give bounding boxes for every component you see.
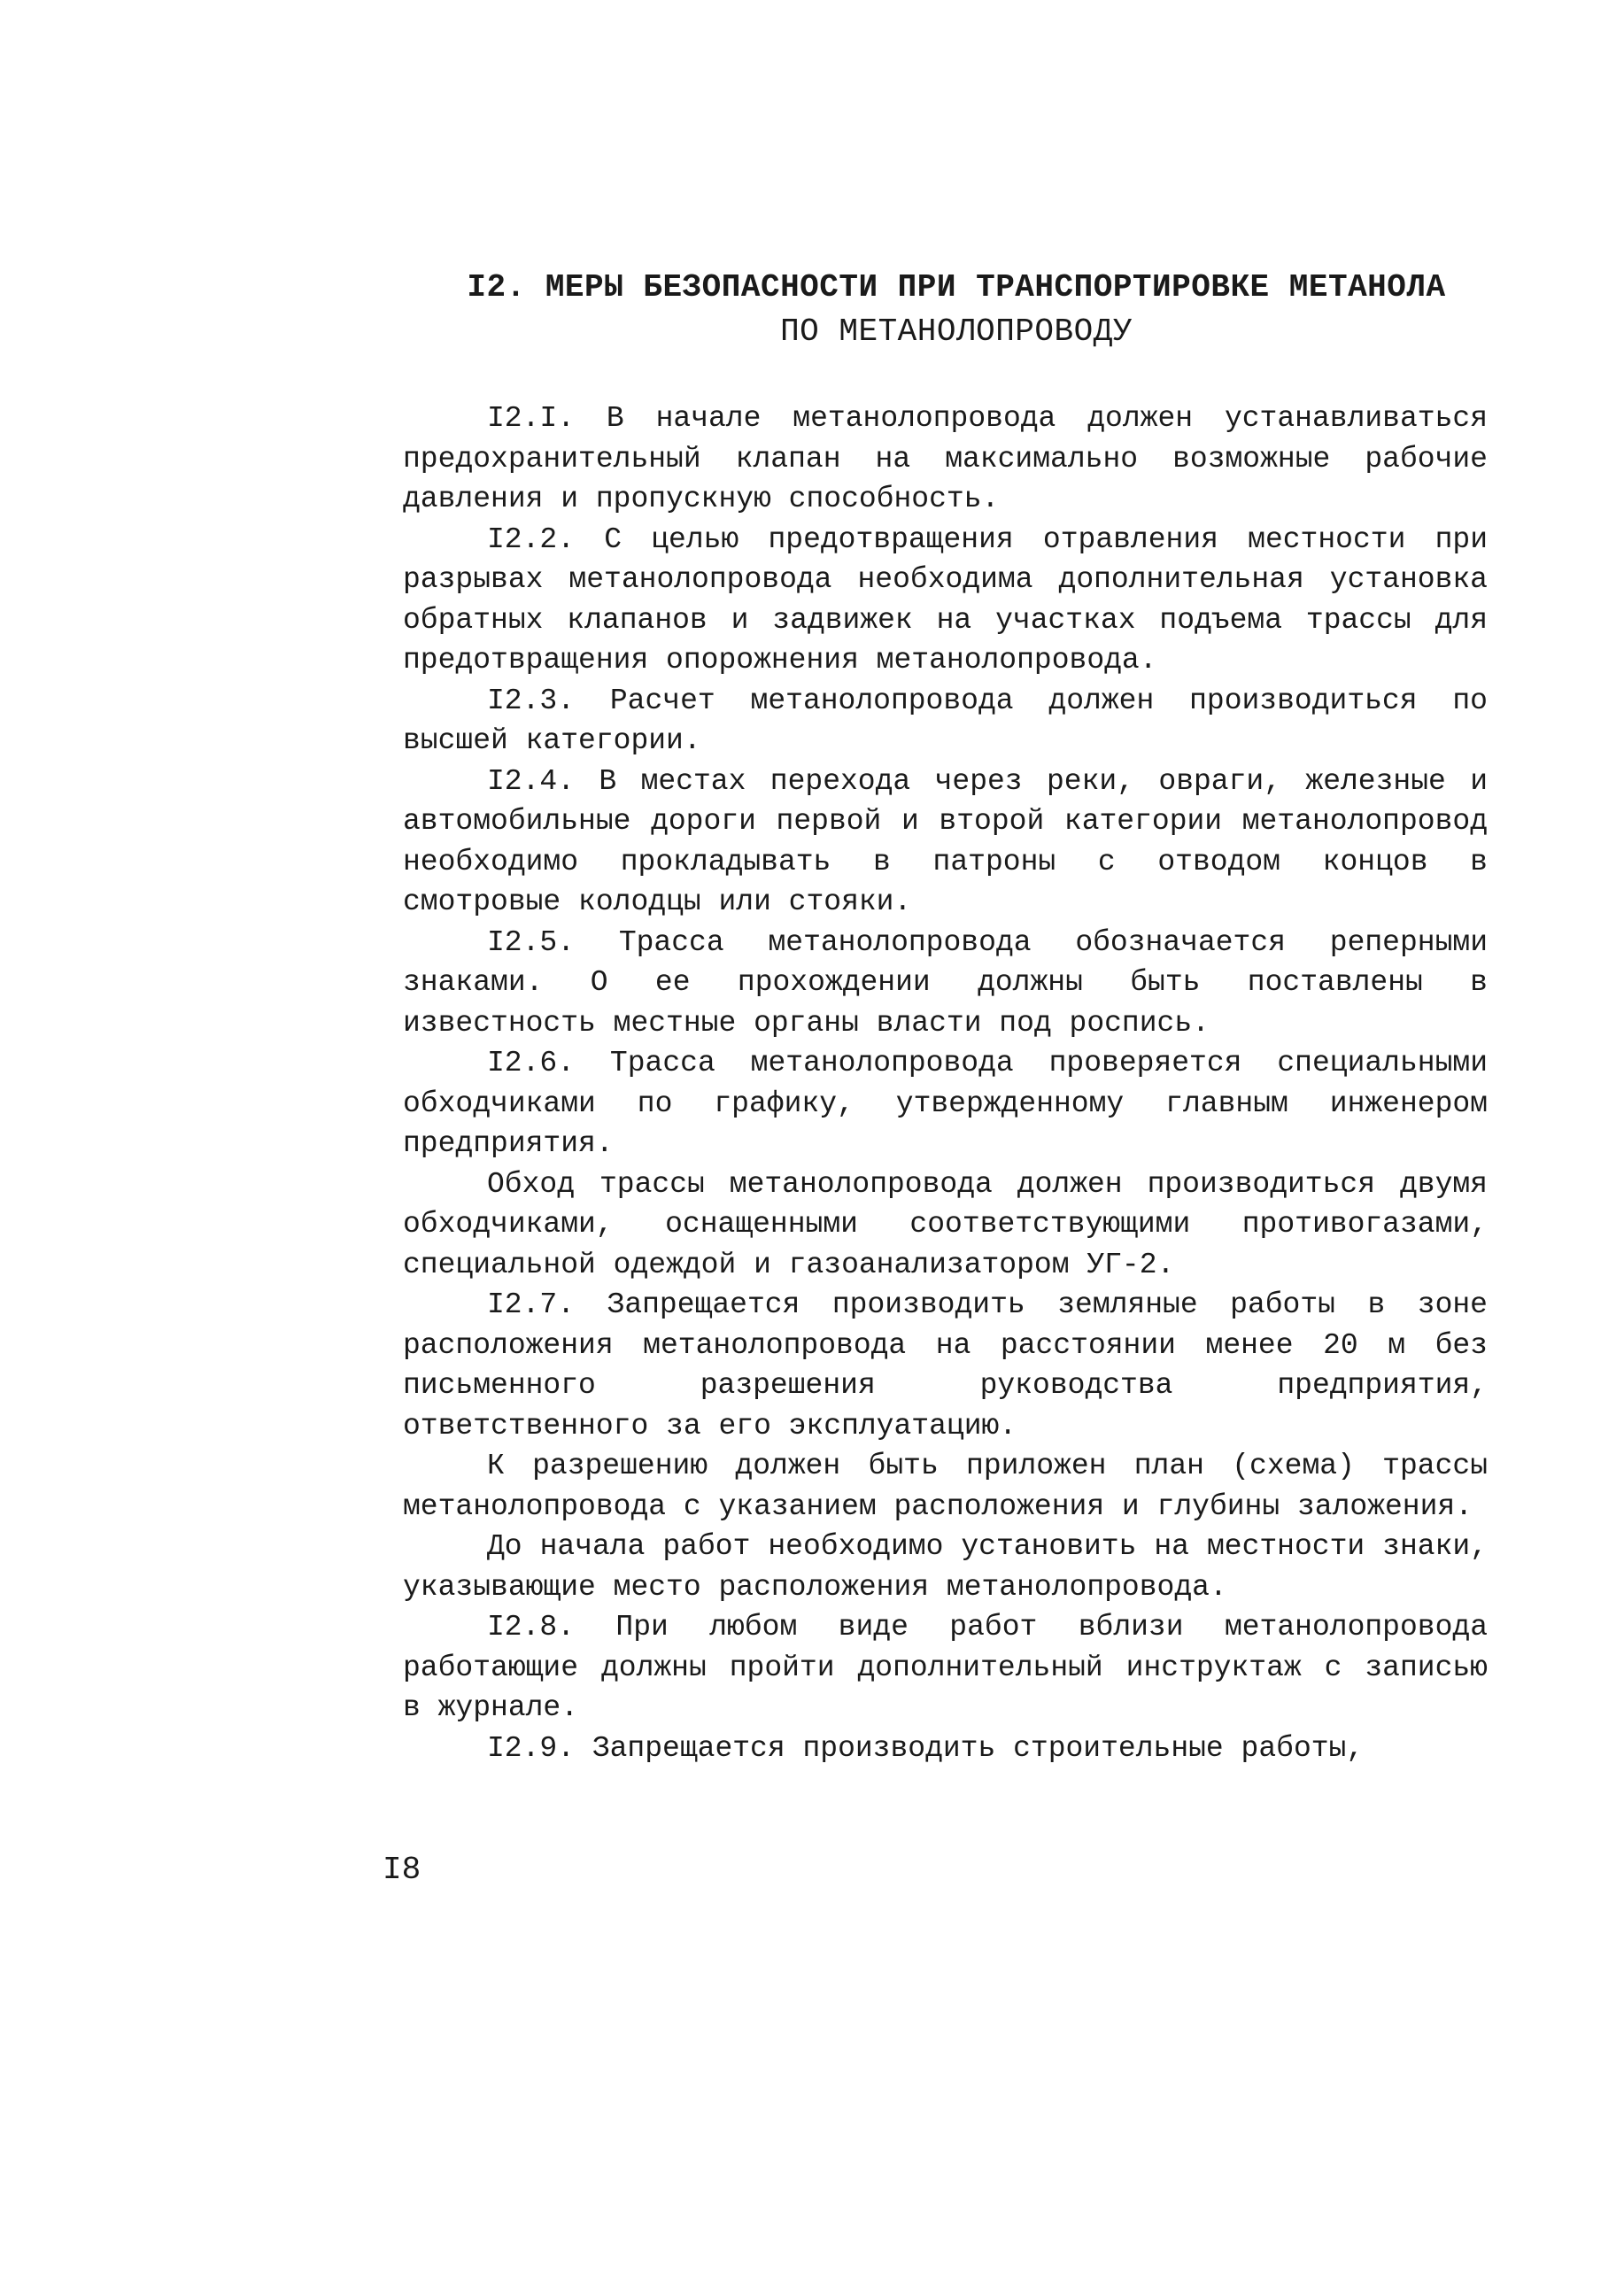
paragraph-12-6: I2.6. Трасса метанолопровода проверяется специальными обходчиками по графику, утвержденному главным инженером предприятия. xyxy=(403,1047,1488,1160)
section-heading xyxy=(403,266,1510,354)
page-number: I8 xyxy=(383,1852,421,1888)
paragraph-12-9: I2.9. Запрещается производить строительные работы, xyxy=(487,1731,1365,1765)
body-text xyxy=(403,398,1488,1768)
paragraph-12-7-plan: К разрешению должен быть приложен план (схема) трассы метанолопровода с указанием расположения и глубины заложения. xyxy=(403,1450,1488,1523)
paragraph-12-7-signs: До начала работ необходимо установить на местности знаки, указывающие место расположения метанолопровода. xyxy=(403,1530,1488,1604)
paragraph-12-1: I2.I. В начале метанолопровода должен устанавливаться предохранительный клапан на максимально возможные рабочие давления и пропускную способность. xyxy=(403,402,1488,515)
paragraph-12-7: I2.7. Запрещается производить земляные работы в зоне расположения метанолопровода на расстоянии менее 20 м без письменного разрешения руководства предприятия, ответственного за его эксплуатацию. xyxy=(403,1288,1488,1443)
paragraph-12-5: I2.5. Трасса метанолопровода обозначается реперными знаками. О ее прохождении должны быть поставлены в известность местные органы власти под роспись. xyxy=(403,925,1488,1040)
paragraph-12-6-patrol: Обход трассы метанолопровода должен производиться двумя обходчиками, оснащенными соответствующими противогазами, специальной одеждой и газоанализатором УГ-2. xyxy=(403,1167,1488,1281)
section-title: I2. МЕРЫ БЕЗОПАСНОСТИ ПРИ ТРАНСПОРТИРОВКЕ МЕТАНОЛА xyxy=(467,269,1446,306)
section-subtitle: ПО МЕТАНОЛОПРОВОДУ xyxy=(780,313,1133,350)
paragraph-12-3: I2.3. Расчет метанолопровода должен производиться по высшей категории. xyxy=(403,684,1488,757)
paragraph-12-2: I2.2. С целью предотвращения отравления местности при разрывах метанолопровода необходима дополнительная установка обратных клапанов и задвижек на участках подъема трассы для предотвращения опорожнения метанолопровода. xyxy=(403,522,1488,677)
paragraph-12-4: I2.4. В местах перехода через реки, овраги, железные и автомобильные дороги первой и второй категории метанолопровод необходимо прокладывать в патроны с отводом концов в смотровые колодцы или стояки. xyxy=(403,764,1488,918)
paragraph-12-8: I2.8. При любом виде работ вблизи метанолопровода работающие должны пройти дополнительный инструктаж с записью в журнале. xyxy=(403,1611,1488,1724)
